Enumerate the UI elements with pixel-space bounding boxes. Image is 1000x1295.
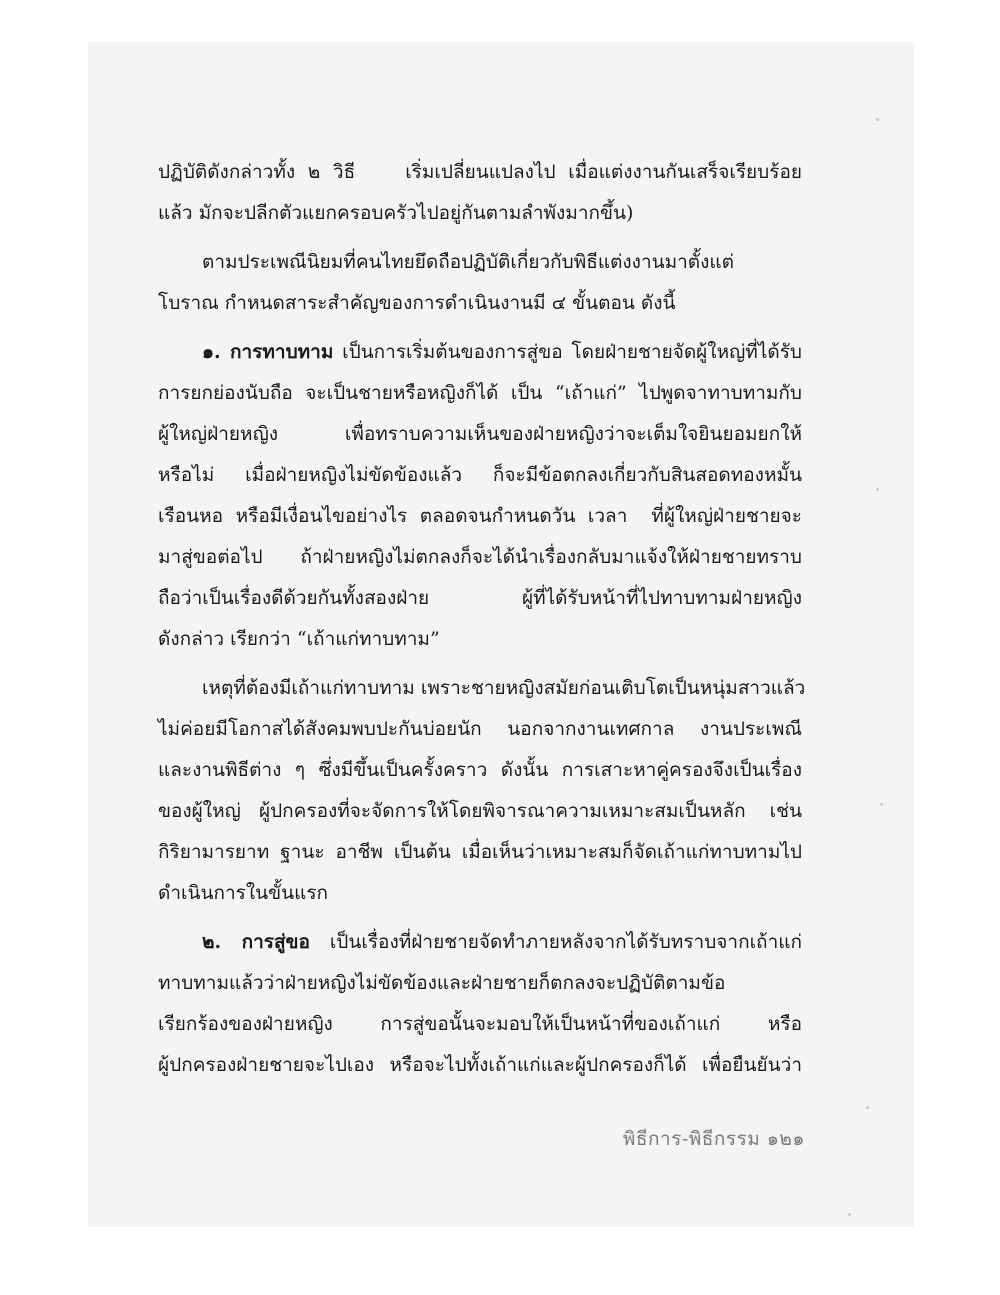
text-segment: ปฏิบัติดังกล่าวทั้ง ๒ วิธี	[158, 161, 356, 183]
scan-speck	[880, 803, 883, 806]
text-line	[158, 1004, 802, 1045]
text-segment: ตามประเพณีนิยมที่คนไทยยึดถือปฏิบัติเกี่ยวกับพิธีแต่งงานมาตั้งแต่	[202, 251, 735, 273]
text-line	[158, 619, 802, 660]
text-segment: เรือนหอ หรือมีเงื่อนไขอย่างไร ตลอดจนกำหนดวัน เวลา	[158, 505, 628, 527]
page-footer: พิธีการ-พิธีกรรม ๑๒๑	[622, 1128, 805, 1150]
document-body	[158, 152, 806, 1086]
text-line	[158, 496, 802, 537]
text-line	[158, 537, 802, 578]
text-segment: เรียกร้องของฝ่ายหญิง การสู่ขอนั้นจะมอบให้เป็นหน้าที่ของเถ้าแก่ หรือ	[158, 1013, 802, 1035]
text-segment: ดำเนินการในขั้นแรก	[158, 882, 329, 904]
text-segment: เป็นการเริ่มต้นของการสู่ขอ โดยฝ่ายชายจัดผู้ใหญ่ที่ได้รับ	[333, 341, 802, 363]
text-segment: มาสู่ขอต่อไป ถ้าฝ่ายหญิงไม่ตกลงก็จะได้นำเรื่องกลับมาแจ้งให้ฝ่ายชายทราบ	[158, 546, 802, 568]
text-line	[158, 152, 802, 193]
text-line	[158, 283, 802, 324]
text-segment: ถือว่าเป็นเรื่องดีด้วยกันทั้งสองฝ่าย ผู้ที่ได้รับหน้าที่ไปทาบทามฝ่ายหญิง	[158, 587, 802, 609]
text-segment: การยกย่องนับถือ จะเป็นชายหรือหญิงก็ได้ เป็น “เถ้าแก่” ไปพูดจาทาบทามกับ	[158, 382, 802, 404]
text-segment: ดังกล่าว เรียกว่า “เถ้าแก่ทาบทาม”	[158, 628, 440, 650]
text-segment: แล้ว มักจะปลีกตัวแยกครอบครัวไปอยู่กันตามลำพังมากขึ้น)	[158, 202, 634, 224]
text-segment: ที่ผู้ใหญ่ฝ่ายชายจะ	[651, 505, 802, 527]
text-segment: เริ่มเปลี่ยนแปลงไป เมื่อแต่งงานกันเสร็จเรียบร้อย	[405, 161, 802, 183]
scan-speck	[876, 118, 879, 121]
text-segment: โบราณ กำหนดสาระสำคัญของการดำเนินงานมี ๔ ขั้นตอน ดังนี้	[158, 292, 676, 314]
text-line	[158, 414, 802, 455]
text-line	[158, 578, 802, 619]
text-segment: เป็นเรื่องที่ฝ่ายชายจัดทำภายหลังจากได้รับทราบจากเถ้าแก่	[309, 931, 802, 953]
text-segment: ผู้ปกครองฝ่ายชายจะไปเอง หรือจะไปทั้งเถ้าแก่และผู้ปกครองก็ได้ เพื่อยืนยันว่า	[158, 1054, 802, 1076]
text-segment: ผู้ใหญ่ฝ่ายหญิง เพื่อทราบความเห็นของฝ่ายหญิงว่าจะเต็มใจยินยอมยกให้	[158, 423, 802, 445]
section-heading: ๑. การทาบทาม	[202, 341, 334, 363]
text-line	[158, 832, 802, 873]
text-segment: กิริยามารยาท ฐานะ อาชีพ เป็นต้น เมื่อเห็นว่าเหมาะสมก็จัดเถ้าแก่ทาบทามไป	[158, 841, 802, 863]
scan-speck	[866, 1106, 869, 1109]
text-line	[158, 193, 802, 234]
text-line	[158, 922, 802, 963]
text-segment: และงานพิธีต่าง ๆ ซึ่งมีขึ้นเป็นครั้งคราว ดังนั้น การเสาะหาคู่ครองจึงเป็นเรื่อง	[158, 759, 802, 781]
text-line	[158, 709, 802, 750]
text-line	[158, 332, 802, 373]
text-line	[158, 373, 802, 414]
text-line	[158, 873, 802, 914]
text-segment: เหตุที่ต้องมีเถ้าแก่ทาบทาม เพราะชายหญิงสมัยก่อนเติบโตเป็นหนุ่มสาวแล้ว	[202, 677, 806, 699]
text-line	[158, 455, 802, 496]
text-segment: ของผู้ใหญ่ ผู้ปกครองที่จะจัดการให้โดยพิจารณาความเหมาะสมเป็นหลัก	[158, 800, 746, 822]
text-line	[158, 1045, 802, 1086]
text-segment: ทาบทามแล้วว่าฝ่ายหญิงไม่ขัดข้องและฝ่ายชายก็ตกลงจะปฏิบัติตามข้อ	[158, 972, 726, 994]
text-line	[158, 750, 802, 791]
scan-speck	[876, 488, 879, 491]
text-segment: หรือไม่ เมื่อฝ่ายหญิงไม่ขัดข้องแล้ว ก็จะมีข้อตกลงเกี่ยวกับสินสอดทองหมั้น	[158, 464, 802, 486]
scan-speck	[848, 1213, 851, 1216]
text-segment: ไม่ค่อยมีโอกาสได้สังคมพบปะกันบ่อยนัก นอกจากงานเทศกาล งานประเพณี	[158, 718, 802, 740]
text-line	[158, 791, 802, 832]
section-heading: ๒. การสู่ขอ	[202, 931, 310, 953]
text-segment: เช่น	[769, 800, 802, 822]
text-line	[158, 668, 806, 709]
text-line	[158, 963, 802, 1004]
text-line	[158, 242, 802, 283]
